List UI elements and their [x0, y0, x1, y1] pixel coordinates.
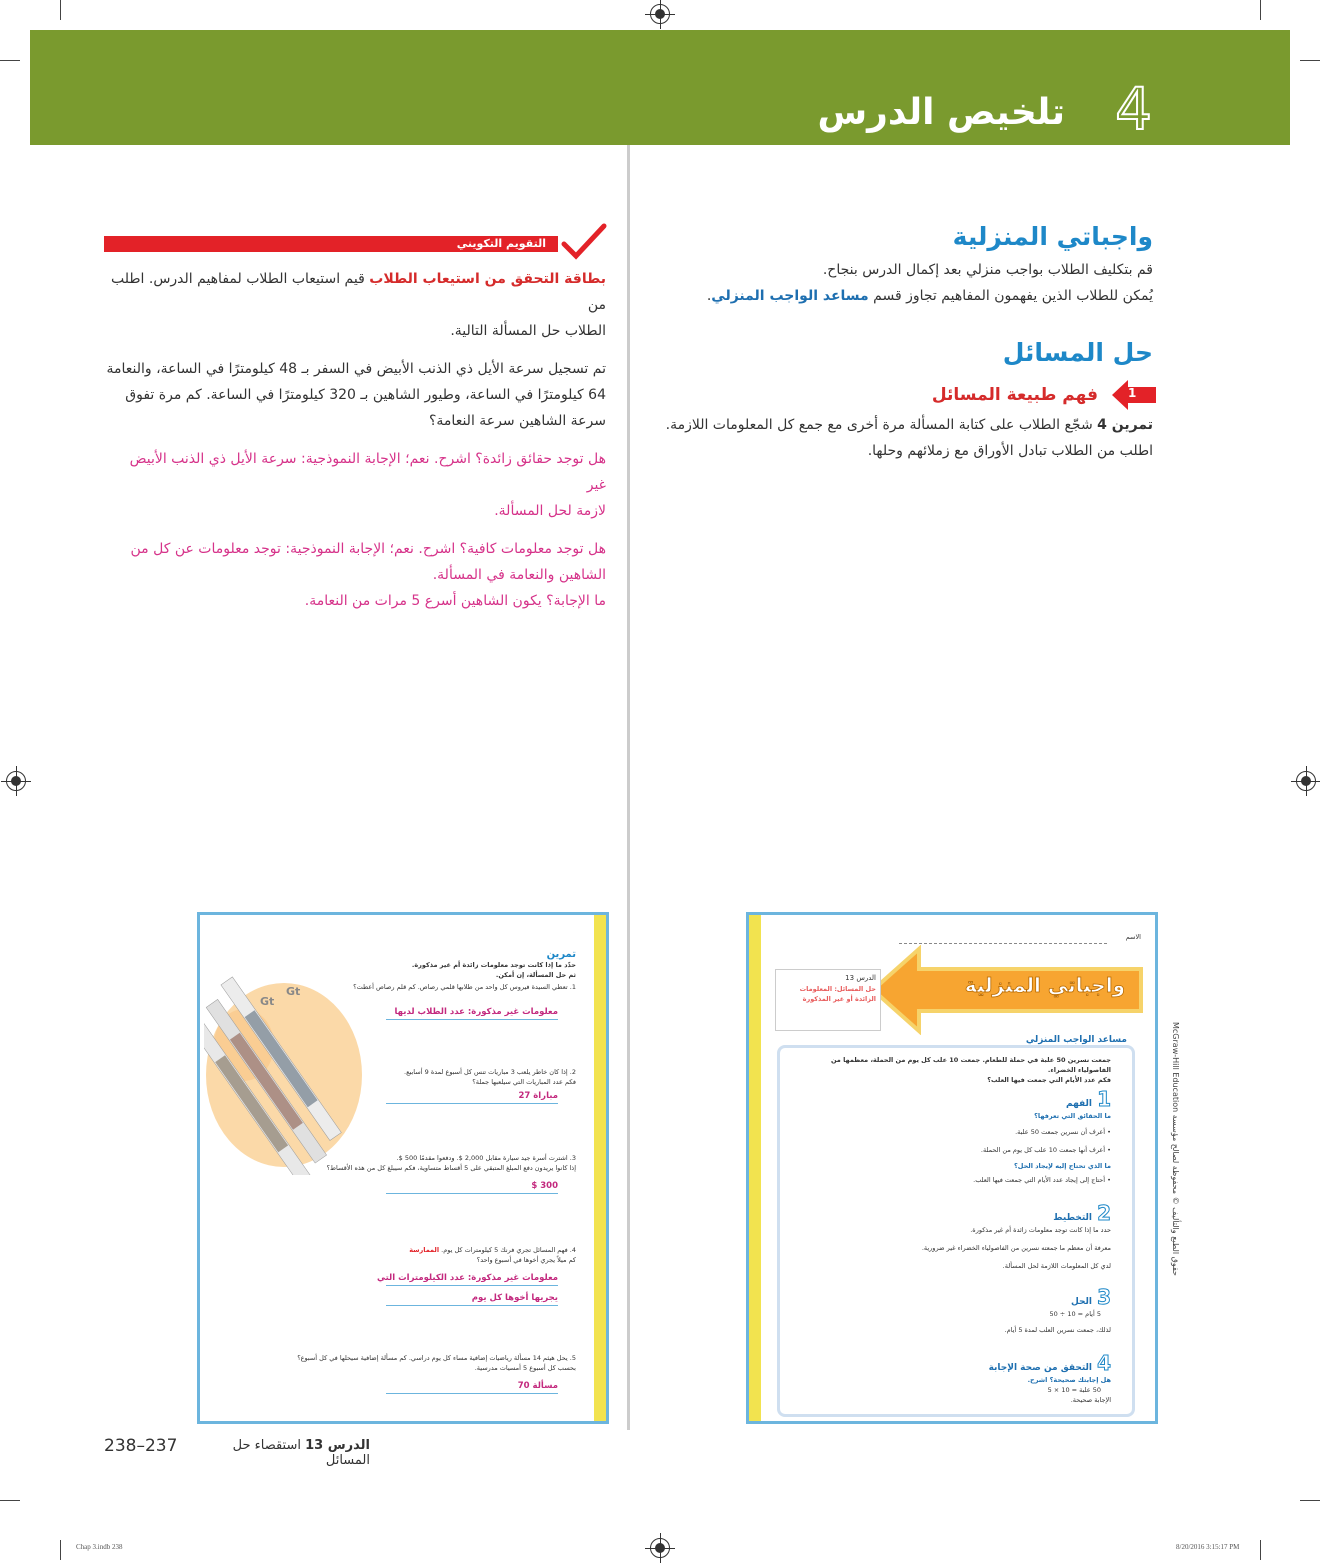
step2-line1: حدد ما إذا كانت توجد معلومات زائدة أم غير مذكورة.	[970, 1226, 1111, 1234]
step4-head	[801, 1351, 1111, 1375]
badge-number: 1	[1128, 386, 1137, 400]
step4-question: هل إجابتك صحيحة؟ اشرح.	[1027, 1376, 1111, 1384]
step1-bullet3: • أحتاج إلى إيجاد عدد الأيام التي جمعت فيها العلب.	[973, 1176, 1111, 1184]
lesson-sub1: حل المسائل: المعلومات	[799, 985, 876, 993]
item5-text2: بحسب كل أسبوع 5 أمسيات مدرسية.	[474, 1364, 576, 1372]
step1	[801, 1087, 1111, 1185]
step3-line2: لذلك، جمعت نسرين العلب لمدة 5 أيام.	[1004, 1326, 1111, 1334]
helper-problem-line2: فكم عدد الأيام التي جمعت فيها العلب؟	[987, 1076, 1111, 1084]
answer1: معلومات غير مذكورة: عدد الطلاب لديها	[394, 1007, 558, 1017]
lesson-sub2: الزائدة أو غير المذكورة	[802, 995, 876, 1003]
question1-cont: لازمة لحل المسألة.	[494, 503, 606, 519]
question1-answer: نعم؛ الإجابة النموذجية: سرعة الأيل ذي الذنب الأبيض غير	[129, 451, 606, 493]
pencil-logo: Gt	[260, 995, 275, 1008]
step1-title: الفهم	[1066, 1099, 1092, 1109]
banner-number: 4	[1115, 75, 1152, 143]
homework-page-thumbnail	[746, 912, 1158, 1424]
problem-line2: 64 كيلومترًا في الساعة، وطيور الشاهين بـ 320 كيلومترًا في الساعة. كم مرة تفوق	[125, 387, 606, 403]
step4-number: 4	[1097, 1351, 1111, 1375]
item5-text: 5. يحل هيثم 14 مسألة رياضيات إضافية مساء كل يوم دراسي. كم مسألة إضافية سيحلها في كل أسبوع؟	[297, 1354, 576, 1362]
exercise-label: تمرين 4	[1097, 417, 1153, 433]
formative-assessment-ribbon	[104, 236, 558, 252]
step2-line3: لدي كل المعلومات اللازمة لحل المسألة.	[1002, 1262, 1111, 1270]
answer4-cont: يجريها أخوها كل يوم	[471, 1293, 558, 1303]
homework-line2-end: .	[706, 288, 712, 304]
practice-content	[326, 949, 576, 992]
card-intro-line2: الطلاب حل المسألة التالية.	[450, 323, 606, 339]
answer4: معلومات غير مذكورة: عدد الكيلومترات التي	[376, 1273, 558, 1283]
banner-title: تلخيص الدرس	[817, 92, 1065, 133]
crop-mark	[1260, 0, 1261, 20]
problem-solving-section	[653, 338, 1153, 367]
step4-equation: 50 علبة = 10 × 5	[1047, 1386, 1101, 1394]
lesson-number: الدرس 13	[845, 974, 876, 982]
exercise-note	[653, 412, 1153, 464]
crop-mark	[0, 60, 20, 61]
ribbon-label: التقويم التكويني	[456, 237, 546, 250]
answer-line	[386, 1103, 558, 1104]
question2-cont: الشاهين والنعامة في المسألة.	[432, 567, 606, 583]
practice-item2	[326, 1067, 576, 1087]
registration-mark-icon	[650, 1538, 670, 1558]
helper-problem-line1: جمعت نسرين 50 علبة في حملة للطعام. جمعت 10 علب كل يوم من الحملة، معظمها من الفاصولياء الخضراء.	[830, 1056, 1111, 1074]
answer5: 70 مسألة	[517, 1381, 558, 1391]
crop-mark	[0, 1500, 20, 1501]
helper-title: مساعد الواجب المنزلي	[1022, 1035, 1131, 1045]
registration-mark-icon	[1296, 771, 1316, 791]
check-card-text	[106, 266, 606, 614]
yellow-edge	[594, 915, 606, 1421]
exercise-line2: اطلب من الطلاب تبادل الأوراق مع زملائهم وحلها.	[867, 443, 1153, 459]
practice-item1: 1. تعطي السيدة فيروس كل واحد من طلابها قلمي رصاص. كم قلم رصاص أعطت؟	[353, 983, 576, 991]
yellow-edge	[749, 915, 761, 1421]
registration-mark-icon	[6, 771, 26, 791]
item4-text: 4. فهم المسائل تجري فرنك 5 كيلومترات كل يوم.	[441, 1246, 576, 1254]
item4-tag: الممارسة	[409, 1246, 440, 1254]
practice-item3	[246, 1153, 576, 1173]
answer-line	[386, 1019, 558, 1020]
item2-text2: فكم عدد المباريات التي سيلعبها جملة؟	[472, 1078, 576, 1086]
problem-title: حل المسائل	[1002, 338, 1153, 367]
question2-prompt: هل توجد معلومات كافية؟ اشرح.	[418, 541, 606, 557]
answer3: $ 300	[531, 1181, 558, 1191]
practice-item4	[326, 1245, 576, 1265]
step1-head	[801, 1087, 1111, 1111]
answer2: 27 مباراة	[518, 1091, 558, 1101]
crop-mark	[60, 1540, 61, 1560]
step4	[801, 1351, 1111, 1405]
step2-title: التخطيط	[1053, 1213, 1092, 1223]
crop-mark	[1300, 1500, 1320, 1501]
question3-prompt: ما الإجابة؟	[546, 593, 606, 609]
lesson-box	[775, 969, 881, 1031]
practice-page-thumbnail	[197, 912, 609, 1424]
footer-lesson-title: استقصاء حل المسائل	[232, 1438, 370, 1468]
step2-head	[801, 1201, 1111, 1225]
name-line	[899, 943, 1107, 944]
item3-text2: إذا كانوا يريدون دفع المبلغ المتبقي على 5 أقساط متساوية، فكم سيبلغ كل من هذه الأقساط؟	[326, 1164, 576, 1172]
registration-mark-icon	[650, 4, 670, 24]
item4-text2: كم ميلاً يجري أخوها في أسبوع واحد؟	[476, 1256, 576, 1264]
practice-title: تمرين	[546, 949, 576, 960]
lesson-banner	[30, 30, 1290, 145]
step1-question: ما الحقائق التي تعرفها؟	[1034, 1112, 1111, 1120]
question3-answer: يكون الشاهين أسرع 5 مرات من النعامة.	[304, 593, 547, 609]
step3-number: 3	[1097, 1285, 1111, 1309]
card-intro-line1	[106, 266, 606, 318]
footer-lesson-number: الدرس 13	[305, 1438, 370, 1453]
question1	[106, 446, 606, 498]
item3-text: 3. اشترت أسرة جيد سيارة مقابل 2,000 $. ودفعوا مقدمًا 500 $.	[396, 1154, 576, 1162]
homework-line1: قم بتكليف الطلاب بواجب منزلي بعد إكمال الدرس بنجاح.	[822, 262, 1153, 278]
practice-item5	[246, 1353, 576, 1373]
practice-instructions2: ثم حل المسألة، إن أمكن.	[495, 971, 576, 979]
crop-mark	[60, 0, 61, 20]
crop-mark	[1300, 60, 1320, 61]
question3	[106, 588, 606, 614]
answer-line	[386, 1285, 558, 1286]
homework-banner-title: واجباتي المنزلية	[964, 973, 1125, 997]
copyright-text: McGraw-Hill Education حقوق الطبع والتأليف © محفوظة لصالح مؤسسة	[1171, 1022, 1180, 1276]
step4-line2: الإجابة صحيحة.	[1070, 1396, 1111, 1404]
step1-bullet1: • أعرف أن نسرين جمعت 50 علبة.	[1015, 1128, 1111, 1136]
homework-section	[653, 222, 1153, 309]
step1-number: 1	[1097, 1087, 1111, 1111]
slug-left: Chap 3.indb 238	[76, 1543, 123, 1551]
problem-subtitle: فهم طبيعة المسائل	[931, 385, 1098, 405]
question1-prompt: هل توجد حقائق زائدة؟ اشرح.	[434, 451, 606, 467]
answer-line	[386, 1193, 558, 1194]
step1-bullet2: • أعرف أنها جمعت 10 علب كل يوم من الحملة.	[980, 1146, 1111, 1154]
question2	[106, 536, 606, 562]
step3-head	[801, 1285, 1111, 1309]
homework-title: واجباتي المنزلية	[952, 222, 1153, 251]
problem-line3: سرعة الشاهين سرعة النعامة؟	[429, 413, 606, 429]
homework-line2-text: يُمكن للطلاب الذين يفهمون المفاهيم تجاوز قسم	[868, 288, 1153, 304]
page-divider	[627, 145, 630, 1430]
checkmark-icon	[560, 222, 608, 260]
practice-instructions: حدّد ما إذا كانت توجد معلومات زائدة أم غير مذكورة.	[411, 961, 576, 969]
step3-equation: 5 أيام = 10 ÷ 50	[1049, 1310, 1101, 1318]
page-numbers: 238–237	[104, 1436, 178, 1456]
footer-lesson	[210, 1438, 370, 1468]
item4-line	[326, 1245, 576, 1255]
helper-problem	[801, 1055, 1111, 1085]
step4-title: التحقق من صحة الإجابة	[988, 1363, 1092, 1373]
homework-helper-link: مساعد الواجب المنزلي	[711, 288, 869, 304]
step2-number: 2	[1097, 1201, 1111, 1225]
copyright-side	[1170, 1022, 1180, 1302]
problem-line1: تم تسجيل سرعة الأيل ذي الذنب الأبيض في السفر بـ 48 كيلومترًا في الساعة، والنعامة	[106, 361, 606, 377]
step3-title: الحل	[1071, 1297, 1092, 1307]
homework-line2	[653, 283, 1153, 309]
pencil-logo: Gt	[286, 985, 301, 998]
question2-answer: نعم؛ الإجابة النموذجية: توجد معلومات عن كل من	[130, 541, 419, 557]
exercise-line1	[653, 412, 1153, 438]
card-intro: قيم استيعاب الطلاب لمفاهيم الدرس. اطلب من	[111, 271, 606, 313]
slug-right: 8/20/2016 3:15:17 PM	[1176, 1543, 1240, 1551]
item2-text: 2. إذا كان خاطر يلعب 3 مباريات تنس كل أسبوع لمدة 9 أسابيع.	[404, 1068, 576, 1076]
answer-line	[386, 1305, 558, 1306]
step1-question2: ما الذي تحتاج إليه لإيجاد الحل؟	[1014, 1162, 1111, 1170]
crop-mark	[1260, 1540, 1261, 1560]
step2-line2: معرفة أن معظم ما جمعته نسرين من الفاصولياء الخضراء غير ضرورية.	[921, 1244, 1111, 1252]
exercise-text: شجّع الطلاب على كتابة المسألة مرة أخرى مع جمع كل المعلومات اللازمة.	[665, 417, 1098, 433]
step3	[801, 1285, 1111, 1335]
card-title: بطاقة التحقق من استيعاب الطلاب	[369, 271, 606, 287]
step2	[801, 1201, 1111, 1271]
answer-line	[386, 1393, 558, 1394]
name-label: الاسم	[1125, 933, 1141, 941]
